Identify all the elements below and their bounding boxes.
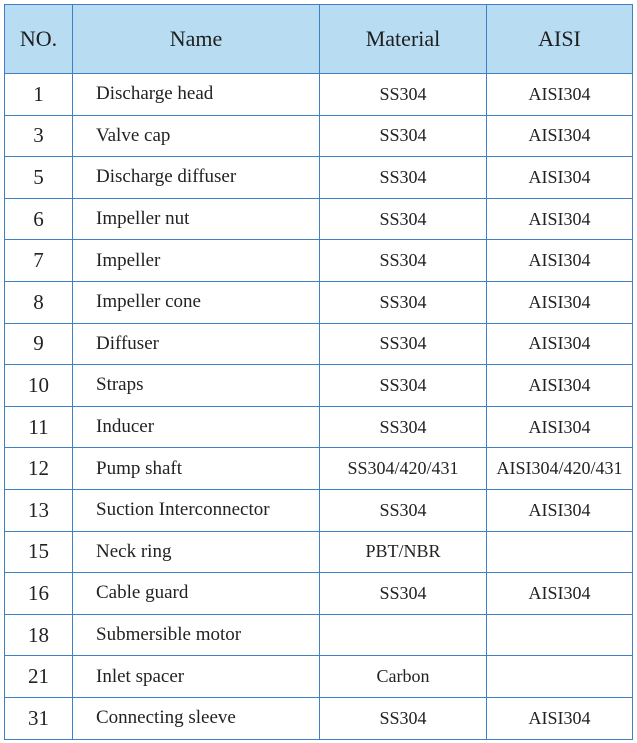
table-row <box>5 656 633 698</box>
cell-aisi: AISI304 <box>487 323 633 365</box>
cell-no: 18 <box>5 614 73 656</box>
table-row <box>5 489 633 531</box>
cell-name: Inducer <box>73 406 320 448</box>
cell-aisi: AISI304 <box>487 573 633 615</box>
cell-material: SS304 <box>320 157 487 199</box>
cell-name: Discharge diffuser <box>73 157 320 199</box>
cell-aisi: AISI304 <box>487 198 633 240</box>
table-row <box>5 115 633 157</box>
cell-no: 15 <box>5 531 73 573</box>
cell-no: 3 <box>5 115 73 157</box>
column-header-no: NO. <box>5 5 73 74</box>
table-body <box>5 74 633 740</box>
cell-aisi: AISI304/420/431 <box>487 448 633 490</box>
cell-material: SS304 <box>320 74 487 116</box>
cell-aisi <box>487 614 633 656</box>
cell-name: Impeller nut <box>73 198 320 240</box>
cell-no: 12 <box>5 448 73 490</box>
cell-material: SS304/420/431 <box>320 448 487 490</box>
cell-name: Valve cap <box>73 115 320 157</box>
cell-no: 8 <box>5 281 73 323</box>
cell-no: 11 <box>5 406 73 448</box>
cell-material: SS304 <box>320 240 487 282</box>
cell-material: SS304 <box>320 198 487 240</box>
cell-no: 10 <box>5 365 73 407</box>
cell-no: 5 <box>5 157 73 199</box>
table-row <box>5 281 633 323</box>
table-header <box>5 5 633 74</box>
cell-material: SS304 <box>320 115 487 157</box>
cell-aisi <box>487 656 633 698</box>
cell-name: Pump shaft <box>73 448 320 490</box>
column-header-name: Name <box>73 5 320 74</box>
table-row <box>5 74 633 116</box>
cell-aisi: AISI304 <box>487 74 633 116</box>
table-row <box>5 448 633 490</box>
column-header-material: Material <box>320 5 487 74</box>
cell-no: 21 <box>5 656 73 698</box>
cell-name: Straps <box>73 365 320 407</box>
cell-aisi: AISI304 <box>487 489 633 531</box>
cell-no: 31 <box>5 697 73 739</box>
cell-material: SS304 <box>320 365 487 407</box>
cell-aisi: AISI304 <box>487 157 633 199</box>
cell-aisi: AISI304 <box>487 697 633 739</box>
table-row <box>5 573 633 615</box>
cell-name: Impeller <box>73 240 320 282</box>
table-row <box>5 365 633 407</box>
cell-aisi: AISI304 <box>487 406 633 448</box>
table-row <box>5 406 633 448</box>
cell-name: Inlet spacer <box>73 656 320 698</box>
table-row <box>5 157 633 199</box>
cell-name: Impeller cone <box>73 281 320 323</box>
cell-name: Submersible motor <box>73 614 320 656</box>
table-row <box>5 240 633 282</box>
cell-aisi: AISI304 <box>487 240 633 282</box>
cell-material: SS304 <box>320 489 487 531</box>
cell-name: Suction Interconnector <box>73 489 320 531</box>
table-row <box>5 198 633 240</box>
table-row <box>5 697 633 739</box>
cell-no: 13 <box>5 489 73 531</box>
cell-material: SS304 <box>320 323 487 365</box>
cell-name: Neck ring <box>73 531 320 573</box>
cell-aisi <box>487 531 633 573</box>
cell-no: 7 <box>5 240 73 282</box>
parts-table <box>4 4 633 740</box>
table-row <box>5 531 633 573</box>
cell-no: 1 <box>5 74 73 116</box>
column-header-aisi: AISI <box>487 5 633 74</box>
cell-no: 9 <box>5 323 73 365</box>
cell-aisi: AISI304 <box>487 281 633 323</box>
cell-material: Carbon <box>320 656 487 698</box>
cell-material <box>320 614 487 656</box>
cell-no: 16 <box>5 573 73 615</box>
cell-name: Connecting sleeve <box>73 697 320 739</box>
cell-material: SS304 <box>320 406 487 448</box>
cell-material: SS304 <box>320 281 487 323</box>
table-row <box>5 323 633 365</box>
cell-material: PBT/NBR <box>320 531 487 573</box>
cell-material: SS304 <box>320 697 487 739</box>
cell-aisi: AISI304 <box>487 365 633 407</box>
cell-name: Discharge head <box>73 74 320 116</box>
cell-material: SS304 <box>320 573 487 615</box>
cell-aisi: AISI304 <box>487 115 633 157</box>
header-row <box>5 5 633 74</box>
cell-name: Cable guard <box>73 573 320 615</box>
cell-name: Diffuser <box>73 323 320 365</box>
table-row <box>5 614 633 656</box>
cell-no: 6 <box>5 198 73 240</box>
